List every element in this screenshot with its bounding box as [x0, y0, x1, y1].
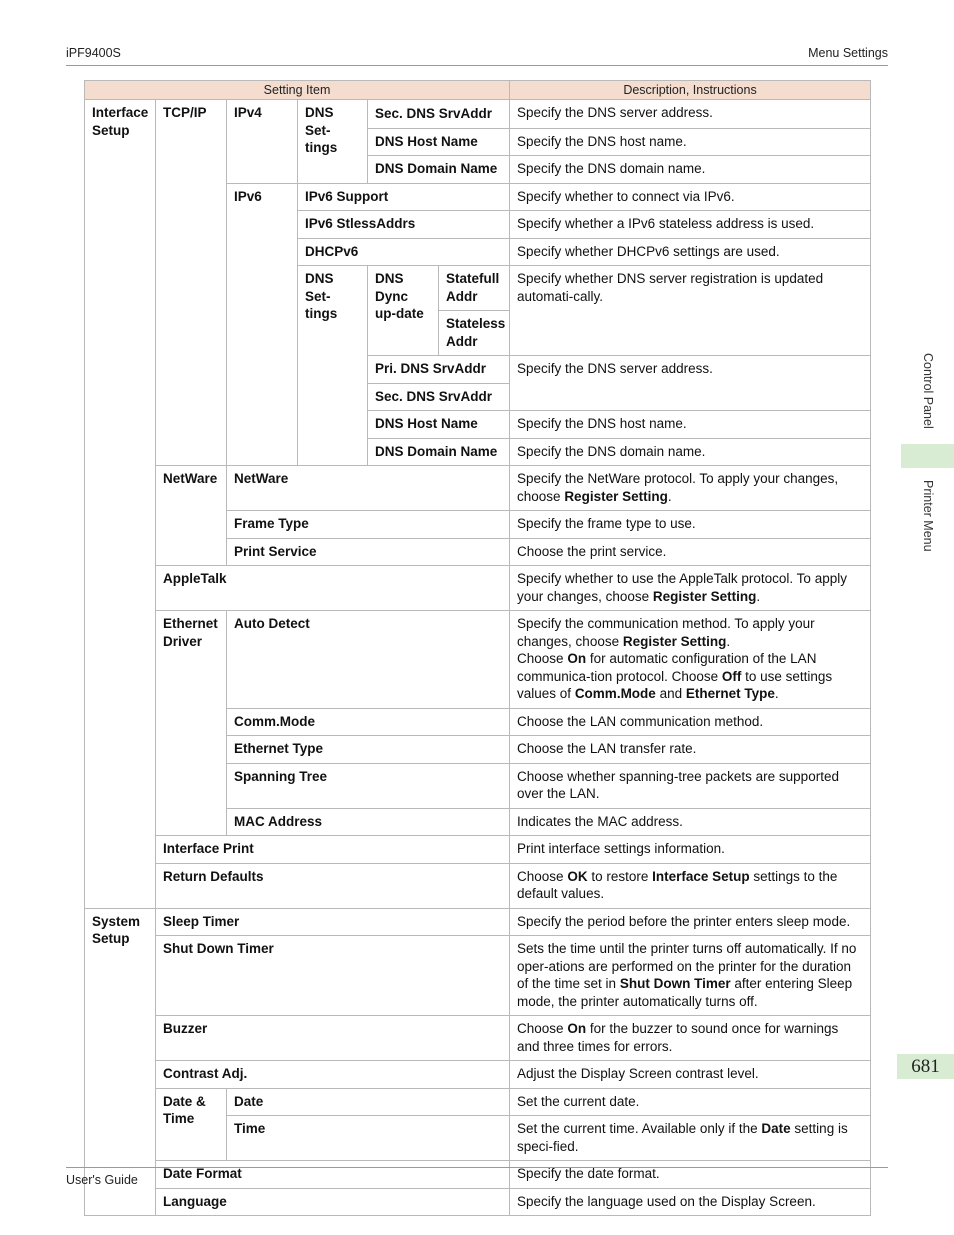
- desc-dns-host-name: Specify the DNS host name.: [510, 128, 871, 156]
- item-statefull-addr: Statefull Addr: [439, 266, 510, 311]
- desc-sleep-timer: Specify the period before the printer enters sleep mode.: [510, 908, 871, 936]
- desc-dhcpv6: Specify whether DHCPv6 settings are used.: [510, 238, 871, 266]
- item-stateless-addr: Stateless Addr: [439, 311, 510, 356]
- item-sec-dns-srvaddr-v6: Sec. DNS SrvAddr: [368, 383, 510, 411]
- item-auto-detect: Auto Detect: [227, 611, 510, 709]
- desc-dns-domain-name: Specify the DNS domain name.: [510, 156, 871, 184]
- item-spanning-tree: Spanning Tree: [227, 763, 510, 808]
- item-sleep-timer: Sleep Timer: [156, 908, 510, 936]
- footer-divider: [66, 1167, 888, 1168]
- desc-dns-srvaddr: Specify the DNS server address.: [510, 356, 871, 411]
- table-row: [85, 936, 871, 1016]
- desc-dns-dync-update: Specify whether DNS server registration is updated automati-cally.: [510, 266, 871, 356]
- desc-comm-mode: Choose the LAN communication method.: [510, 708, 871, 736]
- table-row: [85, 1016, 871, 1061]
- item-buzzer: Buzzer: [156, 1016, 510, 1061]
- desc-ethernet-type: Choose the LAN transfer rate.: [510, 736, 871, 764]
- desc-ipv6-support: Specify whether to connect via IPv6.: [510, 183, 871, 211]
- desc-mac-address: Indicates the MAC address.: [510, 808, 871, 836]
- header-divider: [66, 65, 888, 66]
- item-netware: NetWare: [227, 466, 510, 511]
- item-dns-domain-name-v6: DNS Domain Name: [368, 438, 510, 466]
- item-ethernet-type: Ethernet Type: [227, 736, 510, 764]
- desc-dns-host-name-v6: Specify the DNS host name.: [510, 411, 871, 439]
- item-date-format: Date Format: [156, 1161, 510, 1189]
- group-ipv4: IPv4: [227, 100, 298, 184]
- group-dns-dync-update: DNS Dync up-date: [368, 266, 439, 356]
- header-description: Description, Instructions: [510, 81, 871, 100]
- item-dhcpv6: DHCPv6: [298, 238, 510, 266]
- item-appletalk: AppleTalk: [156, 566, 510, 611]
- desc-ipv6-stlessaddrs: Specify whether a IPv6 stateless address is used.: [510, 211, 871, 239]
- item-language: Language: [156, 1188, 510, 1216]
- group-system-setup: System Setup: [85, 908, 156, 1216]
- item-ipv6-stlessaddrs: IPv6 StlessAddrs: [298, 211, 510, 239]
- table-row: [85, 1088, 871, 1116]
- desc-interface-print: Print interface settings information.: [510, 836, 871, 864]
- header-section: Menu Settings: [808, 46, 888, 60]
- item-time: Time: [227, 1116, 510, 1161]
- desc-return-defaults: Choose OK to restore Interface Setup settings to the default values.: [510, 863, 871, 908]
- desc-shut-down-timer: Sets the time until the printer turns off automatically. If no oper-ations are performed on the printer for the duration of the time set in Shut Down Timer after entering Sleep mode, the printer automatically turns off.: [510, 936, 871, 1016]
- group-ipv4-dns-settings: DNS Set-tings: [298, 100, 368, 184]
- item-mac-address: MAC Address: [227, 808, 510, 836]
- item-print-service: Print Service: [227, 538, 510, 566]
- header-setting-item: Setting Item: [85, 81, 510, 100]
- item-dns-host-name: DNS Host Name: [368, 128, 510, 156]
- item-interface-print: Interface Print: [156, 836, 510, 864]
- desc-sec-dns-srvaddr: Specify the DNS server address.: [510, 100, 871, 129]
- table-row: [85, 611, 871, 709]
- menu-settings-table: [84, 80, 870, 1216]
- desc-print-service: Choose the print service.: [510, 538, 871, 566]
- item-contrast-adj: Contrast Adj.: [156, 1061, 510, 1089]
- group-netware: NetWare: [156, 466, 227, 566]
- header-product: iPF9400S: [66, 46, 121, 60]
- desc-contrast-adj: Adjust the Display Screen contrast level.: [510, 1061, 871, 1089]
- page-number: 681: [897, 1054, 954, 1079]
- group-date-time: Date & Time: [156, 1088, 227, 1161]
- side-tab-active-marker: [901, 444, 954, 468]
- side-tab-control-panel[interactable]: Control Panel: [921, 353, 935, 429]
- desc-time: Set the current time. Available only if the Date setting is speci-fied.: [510, 1116, 871, 1161]
- table-row: [85, 863, 871, 908]
- desc-date: Set the current date.: [510, 1088, 871, 1116]
- item-date: Date: [227, 1088, 510, 1116]
- table-row: [85, 836, 871, 864]
- footer-guide-name: User's Guide: [66, 1173, 138, 1187]
- item-return-defaults: Return Defaults: [156, 863, 510, 908]
- side-tab-printer-menu[interactable]: Printer Menu: [921, 480, 935, 552]
- desc-date-format: Specify the date format.: [510, 1161, 871, 1189]
- item-frame-type: Frame Type: [227, 511, 510, 539]
- table-row: [85, 1188, 871, 1216]
- desc-netware: Specify the NetWare protocol. To apply your changes, choose Register Setting.: [510, 466, 871, 511]
- item-comm-mode: Comm.Mode: [227, 708, 510, 736]
- table-row: [85, 1061, 871, 1089]
- desc-language: Specify the language used on the Display Screen.: [510, 1188, 871, 1216]
- table-row: [85, 100, 871, 129]
- group-tcpip: TCP/IP: [156, 100, 227, 466]
- item-dns-domain-name: DNS Domain Name: [368, 156, 510, 184]
- item-dns-host-name-v6: DNS Host Name: [368, 411, 510, 439]
- group-ipv6: IPv6: [227, 183, 298, 466]
- item-sec-dns-srvaddr: Sec. DNS SrvAddr: [368, 100, 510, 129]
- desc-appletalk: Specify whether to use the AppleTalk protocol. To apply your changes, choose Register Setting.: [510, 566, 871, 611]
- group-ipv6-dns-settings: DNS Set-tings: [298, 266, 368, 466]
- group-interface-setup: Interface Setup: [85, 100, 156, 909]
- table-row: [85, 466, 871, 511]
- desc-buzzer: Choose On for the buzzer to sound once for warnings and three times for errors.: [510, 1016, 871, 1061]
- table-row: [85, 566, 871, 611]
- item-ipv6-support: IPv6 Support: [298, 183, 510, 211]
- group-ethernet-driver: Ethernet Driver: [156, 611, 227, 836]
- desc-auto-detect: Specify the communication method. To apply your changes, choose Register Setting. Choose On for automatic configuration of the LAN communica-tion protocol. Choose Off to use settings values of Comm.Mode and Ethernet Type.: [510, 611, 871, 709]
- item-shut-down-timer: Shut Down Timer: [156, 936, 510, 1016]
- desc-dns-domain-name-v6: Specify the DNS domain name.: [510, 438, 871, 466]
- table-row: [85, 908, 871, 936]
- desc-spanning-tree: Choose whether spanning-tree packets are supported over the LAN.: [510, 763, 871, 808]
- table-header-row: [85, 81, 871, 100]
- item-pri-dns-srvaddr: Pri. DNS SrvAddr: [368, 356, 510, 384]
- desc-frame-type: Specify the frame type to use.: [510, 511, 871, 539]
- table-row: [85, 1161, 871, 1189]
